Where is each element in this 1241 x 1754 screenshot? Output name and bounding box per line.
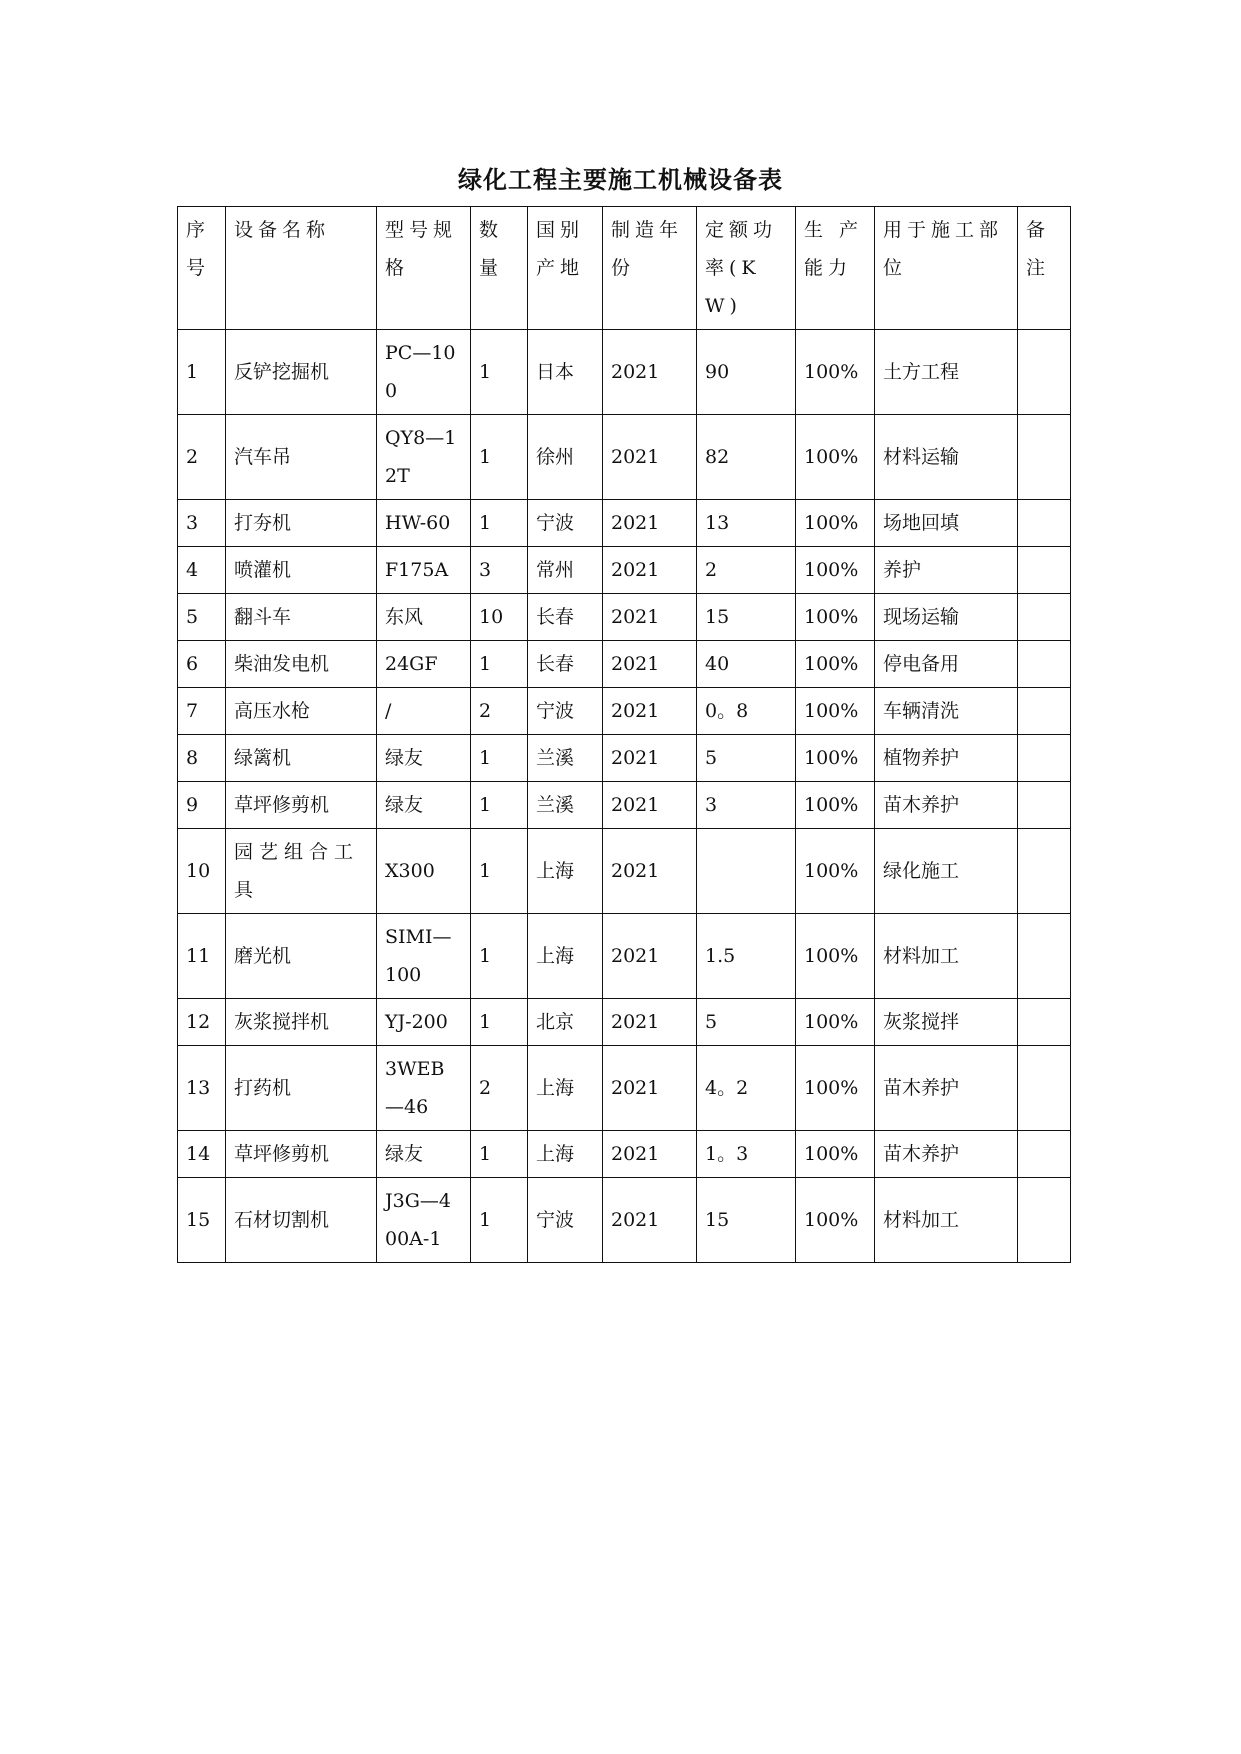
equipment-table [177,206,1071,1263]
cell-capacity: 100% [796,999,875,1046]
cell-power: 13 [697,500,796,547]
table-row [178,500,1071,547]
cell-remark [1018,641,1071,688]
cell-power: 2 [697,547,796,594]
header-cell-model: 型号规格 [377,207,471,330]
cell-power [697,829,796,914]
table-row [178,782,1071,829]
cell-model: F175A [377,547,471,594]
cell-name: 反铲挖掘机 [226,330,377,415]
cell-capacity: 100% [796,1046,875,1131]
cell-origin: 上海 [528,829,603,914]
header-cell-remark: 备注 [1018,207,1071,330]
cell-name: 汽车吊 [226,415,377,500]
cell-usage: 车辆清洗 [875,688,1018,735]
cell-model: X300 [377,829,471,914]
cell-usage: 苗木养护 [875,1046,1018,1131]
cell-model: 绿友 [377,782,471,829]
cell-capacity: 100% [796,735,875,782]
cell-year: 2021 [603,782,697,829]
cell-origin: 上海 [528,1046,603,1131]
cell-year: 2021 [603,330,697,415]
cell-capacity: 100% [796,1131,875,1178]
cell-year: 2021 [603,999,697,1046]
cell-origin: 宁波 [528,688,603,735]
cell-name: 草坪修剪机 [226,782,377,829]
cell-qty: 3 [471,547,528,594]
cell-qty: 2 [471,1046,528,1131]
cell-no: 1 [178,330,226,415]
cell-remark [1018,688,1071,735]
cell-model: HW-60 [377,500,471,547]
cell-capacity: 100% [796,829,875,914]
cell-name: 翻斗车 [226,594,377,641]
cell-qty: 1 [471,641,528,688]
cell-capacity: 100% [796,782,875,829]
cell-year: 2021 [603,914,697,999]
cell-no: 10 [178,829,226,914]
table-row [178,1178,1071,1263]
cell-name: 柴油发电机 [226,641,377,688]
cell-power: 5 [697,999,796,1046]
cell-usage: 现场运输 [875,594,1018,641]
header-cell-qty: 数量 [471,207,528,330]
cell-qty: 1 [471,999,528,1046]
cell-usage: 材料加工 [875,1178,1018,1263]
cell-usage: 场地回填 [875,500,1018,547]
cell-origin: 兰溪 [528,735,603,782]
cell-remark [1018,500,1071,547]
cell-no: 2 [178,415,226,500]
cell-power: 90 [697,330,796,415]
cell-qty: 1 [471,415,528,500]
table-row [178,641,1071,688]
table-row [178,1046,1071,1131]
cell-no: 12 [178,999,226,1046]
cell-capacity: 100% [796,594,875,641]
cell-capacity: 100% [796,415,875,500]
cell-name: 磨光机 [226,914,377,999]
table-row [178,415,1071,500]
cell-name: 灰浆搅拌机 [226,999,377,1046]
table-row [178,829,1071,914]
cell-model: 绿友 [377,735,471,782]
page-title: 绿化工程主要施工机械设备表 [458,166,783,194]
cell-name: 园艺组合工具 [226,829,377,914]
cell-year: 2021 [603,1046,697,1131]
cell-name: 打夯机 [226,500,377,547]
cell-capacity: 100% [796,914,875,999]
cell-year: 2021 [603,735,697,782]
cell-qty: 1 [471,782,528,829]
table-row [178,594,1071,641]
cell-qty: 2 [471,688,528,735]
cell-remark [1018,330,1071,415]
cell-model: 3WEB—46 [377,1046,471,1131]
cell-usage: 停电备用 [875,641,1018,688]
cell-model: YJ-200 [377,999,471,1046]
cell-origin: 上海 [528,914,603,999]
cell-model: 24GF [377,641,471,688]
cell-remark [1018,594,1071,641]
cell-origin: 徐州 [528,415,603,500]
cell-power: 15 [697,1178,796,1263]
cell-year: 2021 [603,1131,697,1178]
cell-qty: 1 [471,1178,528,1263]
header-cell-usage: 用于施工部位 [875,207,1018,330]
cell-no: 5 [178,594,226,641]
cell-qty: 10 [471,594,528,641]
table-row [178,914,1071,999]
cell-qty: 1 [471,735,528,782]
cell-usage: 苗木养护 [875,782,1018,829]
cell-origin: 常州 [528,547,603,594]
cell-origin: 宁波 [528,1178,603,1263]
cell-remark [1018,415,1071,500]
cell-remark [1018,1178,1071,1263]
cell-usage: 植物养护 [875,735,1018,782]
table-row [178,330,1071,415]
cell-no: 8 [178,735,226,782]
cell-year: 2021 [603,829,697,914]
cell-remark [1018,829,1071,914]
cell-qty: 1 [471,829,528,914]
cell-no: 9 [178,782,226,829]
table-row [178,999,1071,1046]
cell-power: 15 [697,594,796,641]
cell-usage: 土方工程 [875,330,1018,415]
cell-power: 3 [697,782,796,829]
cell-qty: 1 [471,330,528,415]
cell-model: QY8—12T [377,415,471,500]
cell-usage: 养护 [875,547,1018,594]
cell-year: 2021 [603,500,697,547]
cell-origin: 日本 [528,330,603,415]
cell-origin: 上海 [528,1131,603,1178]
cell-power: 1。3 [697,1131,796,1178]
cell-remark [1018,547,1071,594]
header-cell-year: 制造年份 [603,207,697,330]
cell-year: 2021 [603,688,697,735]
cell-remark [1018,782,1071,829]
cell-power: 40 [697,641,796,688]
cell-name: 高压水枪 [226,688,377,735]
cell-model: 东风 [377,594,471,641]
cell-no: 6 [178,641,226,688]
cell-no: 13 [178,1046,226,1131]
header-cell-no: 序号 [178,207,226,330]
cell-year: 2021 [603,641,697,688]
table-row [178,735,1071,782]
cell-name: 打药机 [226,1046,377,1131]
cell-name: 喷灌机 [226,547,377,594]
cell-remark [1018,999,1071,1046]
cell-usage: 绿化施工 [875,829,1018,914]
header-cell-origin: 国别产地 [528,207,603,330]
cell-name: 石材切割机 [226,1178,377,1263]
cell-no: 7 [178,688,226,735]
cell-capacity: 100% [796,688,875,735]
cell-model: SIMI—100 [377,914,471,999]
table-row [178,547,1071,594]
cell-model: / [377,688,471,735]
cell-no: 14 [178,1131,226,1178]
cell-origin: 长春 [528,594,603,641]
cell-no: 11 [178,914,226,999]
table-row [178,688,1071,735]
cell-usage: 灰浆搅拌 [875,999,1018,1046]
cell-qty: 1 [471,914,528,999]
cell-remark [1018,735,1071,782]
cell-year: 2021 [603,1178,697,1263]
cell-capacity: 100% [796,500,875,547]
cell-model: PC—100 [377,330,471,415]
header-cell-power: 定额功率(KW) [697,207,796,330]
cell-no: 3 [178,500,226,547]
cell-year: 2021 [603,415,697,500]
cell-usage: 苗木养护 [875,1131,1018,1178]
cell-power: 4。2 [697,1046,796,1131]
cell-capacity: 100% [796,330,875,415]
cell-year: 2021 [603,547,697,594]
cell-usage: 材料加工 [875,914,1018,999]
cell-name: 草坪修剪机 [226,1131,377,1178]
table-header-row [178,207,1071,330]
cell-no: 15 [178,1178,226,1263]
cell-origin: 北京 [528,999,603,1046]
cell-remark [1018,914,1071,999]
cell-year: 2021 [603,594,697,641]
cell-qty: 1 [471,1131,528,1178]
cell-qty: 1 [471,500,528,547]
table-row [178,1131,1071,1178]
cell-remark [1018,1046,1071,1131]
cell-capacity: 100% [796,547,875,594]
cell-origin: 兰溪 [528,782,603,829]
cell-name: 绿篱机 [226,735,377,782]
cell-power: 0。8 [697,688,796,735]
cell-no: 4 [178,547,226,594]
cell-model: 绿友 [377,1131,471,1178]
header-cell-name: 设备名称 [226,207,377,330]
cell-remark [1018,1131,1071,1178]
table-body [178,330,1071,1263]
cell-capacity: 100% [796,1178,875,1263]
cell-power: 82 [697,415,796,500]
cell-model: J3G—400A-1 [377,1178,471,1263]
cell-origin: 长春 [528,641,603,688]
cell-power: 5 [697,735,796,782]
cell-origin: 宁波 [528,500,603,547]
cell-power: 1.5 [697,914,796,999]
cell-usage: 材料运输 [875,415,1018,500]
cell-capacity: 100% [796,641,875,688]
header-cell-capacity: 生 产能力 [796,207,875,330]
